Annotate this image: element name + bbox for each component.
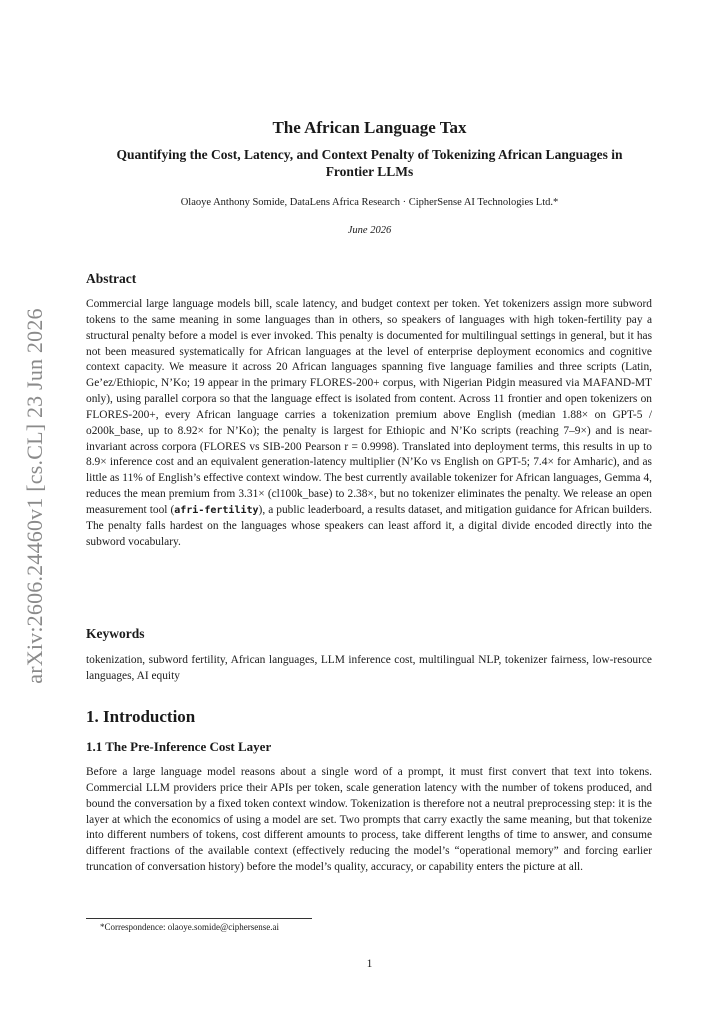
abstract-text-part-1: Commercial large language models bill, scale latency, and budget context per token. Yet tokenizers assign more subword tokens to the same meaning in some languages than in others, so speakers of languages with high token-fertility pay a structural penalty before a model is ever invoked. This penalty is documented for multilingual settings in general, but it has not been measured systematically for African languages at the level of enterprise deployment economics and cognitive context capacity. We measure it across 20 African languages spanning five language families and three scripts (Latin, Ge’ez/Ethiopic, N’Ko; 19 appear in the primary FLORES-200+ corpus, with Nigerian Pidgin measured via MAFAND-MT only), using parallel corpora so that the language effect is isolated from content. Across 11 frontier and open tokenizers on FLORES-200+, every African language carries a tokenization premium above English (median 1.88× on GPT-5 / o200k_base, up to 8.92× for N’Ko); the penalty is largest for Ethiopic and N’Ko scripts (reaching 7–9×) and is near-invariant across corpora (FLORES vs SIB-200 Pearson r = 0.9998). Translated into deployment terms, this results in up to 8.9× inference cost and an equivalent generation-latency multiplier (N’Ko vs English on GPT-5; 7.4× for Amharic), and as little as 11% of English’s effective context window. The best currently available tokenizer for African languages, Gemma 4, reduces the mean premium from 3.31× (cl100k_base) to 2.38×, but no tokenizer eliminates the penalty. We release an open measurement tool ( [86,298,652,516]
abstract-heading: Abstract [86,271,137,286]
paper-subtitle: Quantifying the Cost, Latency, and Context Penalty of Tokenizing African Languages in Frontier LLMs [116,147,623,179]
publication-date: June 2026 [347,225,392,236]
keywords-text: tokenization, subword fertility, African languages, LLM inference cost, multilingual NLP, tokenizer fairness, low-resource languages, AI equity [86,654,652,682]
tool-name-code: afri-fertility [174,504,259,516]
abstract-text-part-2: ), a public leaderboard, a results dataset, and mitigation guidance for African builders. The penalty falls hardest on the languages whose speakers can least afford it, a digital divide encoded directly into the subword vocabulary. [86,503,652,548]
paper-title: The African Language Tax [272,118,467,137]
author-line: Olaoye Anthony Somide, DataLens Africa Research · CipherSense AI Technologies Ltd.* [180,197,559,208]
correspondence-footnote: *Correspondence: olaoye.somide@ciphersense.ai [100,922,279,932]
arxiv-identifier: arXiv:2606.24460v1 [cs.CL] 23 Jun 2026 [22,308,47,684]
footnote-rule [86,918,312,919]
introduction-paragraph: Before a large language model reasons about a single word of a prompt, it must first convert that text into tokens. Commercial LLM providers price their APIs per token, scale generation latency with the number of tokens produced, and bound the conversation by a fixed token context window. Tokenization is therefore not a neutral preprocessing step: it is the layer at which the economics of using a model are set. Two prompts that carry exactly the same meaning, but that tokenize into different numbers of tokens, cost different amounts to process, take different lengths of time to answer, and consume different fractions of the available context (effectively reducing the model’s “operational memory” and forcing earlier truncation of conversation history) before the model’s quality, accuracy, or capability enters the picture at all. [86,766,652,874]
abstract-text [86,297,652,551]
subsection-heading: 1.1 The Pre-Inference Cost Layer [86,739,272,754]
page-number: 1 [366,958,373,970]
keywords-heading: Keywords [86,626,145,641]
arxiv-side-stamp [22,300,48,692]
section-heading-introduction: 1. Introduction [86,707,196,726]
